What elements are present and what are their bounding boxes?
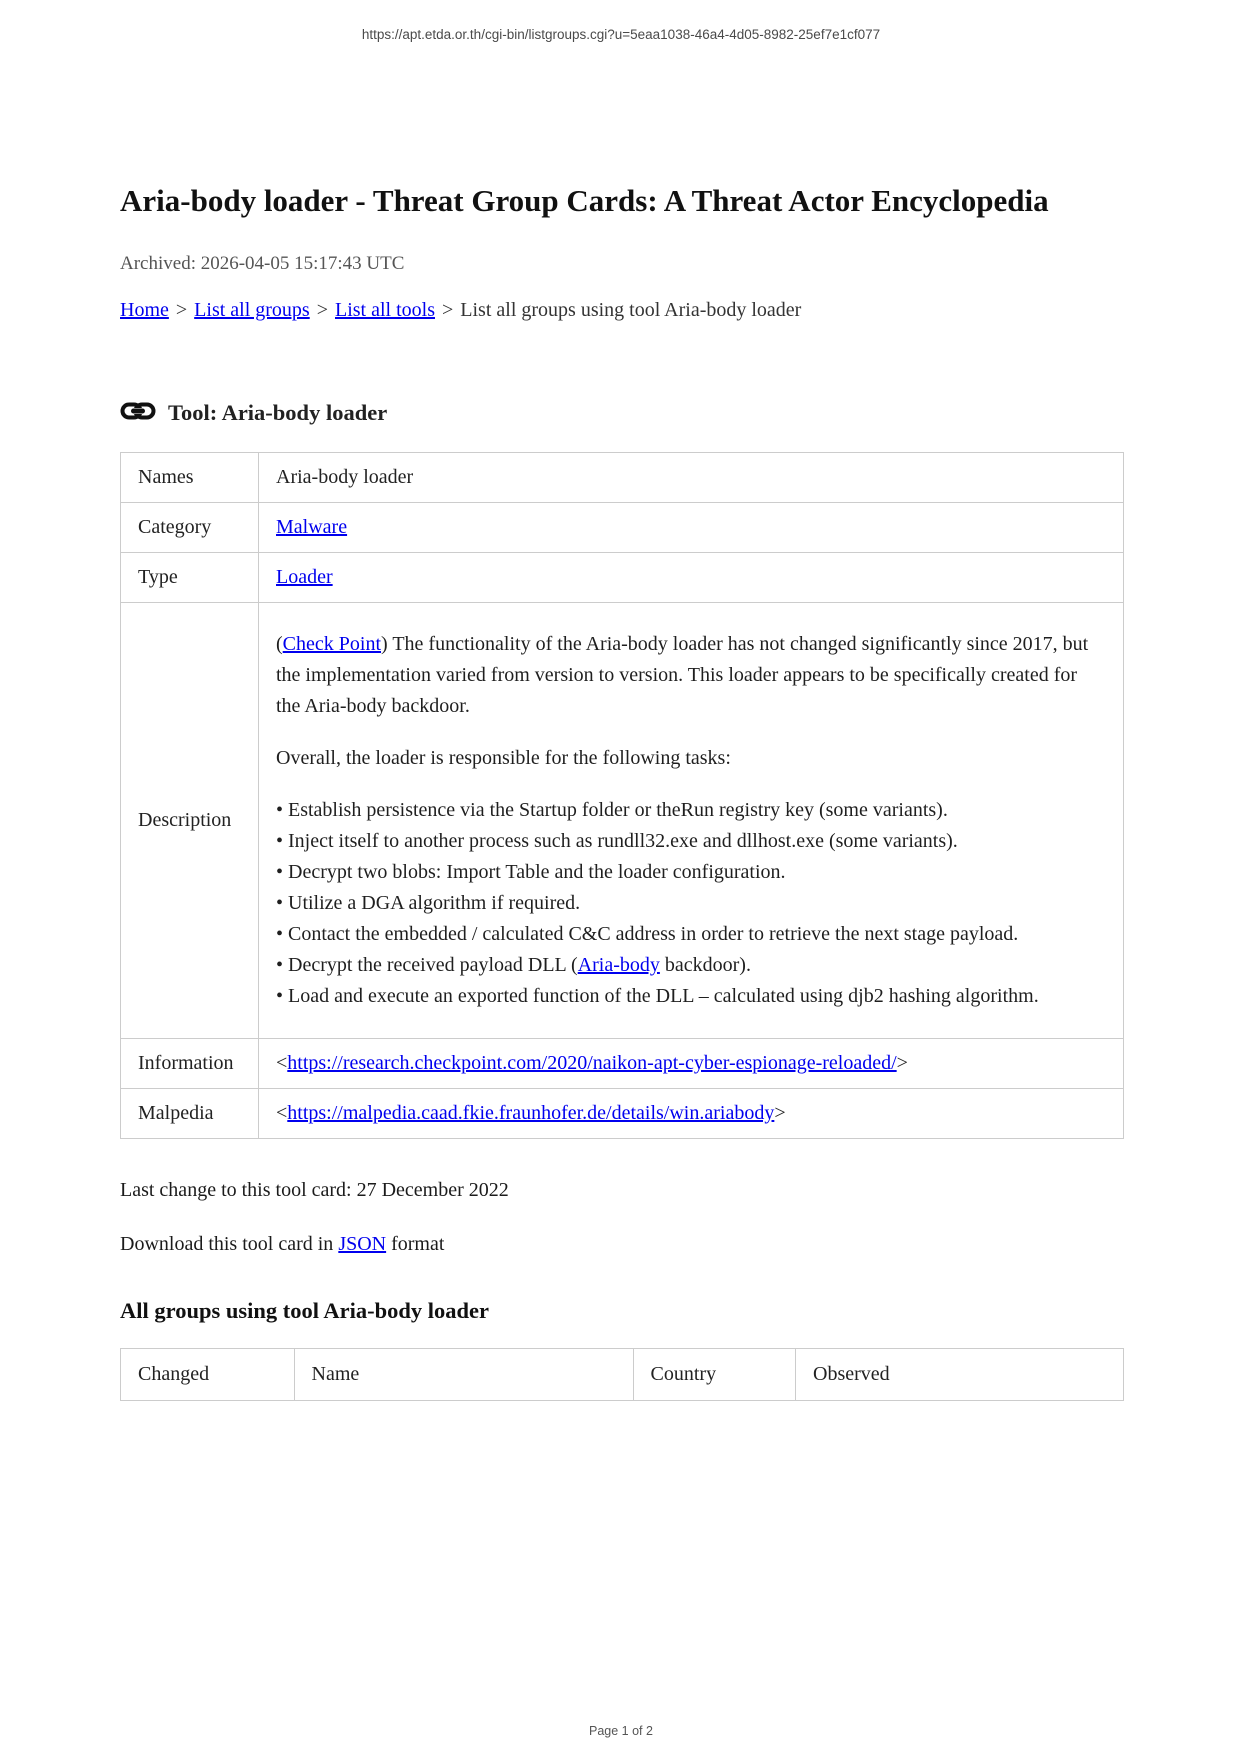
type-cell [259, 553, 1124, 603]
bullet-item: • Contact the embedded / calculated C&C address in order to retrieve the next stage payload. [276, 923, 1019, 945]
angle-bracket: < [276, 1052, 288, 1074]
malpedia-url-link[interactable]: https://malpedia.caad.fkie.fraunhofer.de/details/win.ariabody [287, 1102, 775, 1124]
angle-bracket: > [774, 1102, 786, 1124]
print-footer-page-number: Page 1 of 2 [589, 1724, 653, 1738]
tool-card-table [120, 452, 1124, 1139]
category-cell [259, 503, 1124, 553]
names-label: Names [121, 453, 259, 503]
tool-heading-text: Tool: Aria-body loader [168, 400, 388, 425]
archived-timestamp: Archived: 2026-04-05 15:17:43 UTC [120, 253, 405, 274]
link-icon[interactable] [120, 398, 156, 424]
breadcrumb-separator: > [175, 299, 188, 321]
type-label: Type [121, 553, 259, 603]
angle-bracket: > [896, 1052, 908, 1074]
download-text: format [386, 1233, 445, 1255]
page-content [120, 0, 1124, 1401]
last-change-note: Last change to this tool card: 27 December 2022 [120, 1179, 509, 1201]
download-note [120, 1233, 1124, 1256]
information-cell [259, 1039, 1124, 1089]
bullet-text: • Decrypt the received payload DLL ( [276, 954, 578, 976]
table-row-names [121, 453, 1124, 503]
bullet-item: • Decrypt two blobs: Import Table and the loader configuration. [276, 861, 786, 883]
angle-bracket: < [276, 1102, 288, 1124]
malpedia-label: Malpedia [121, 1089, 259, 1139]
aria-body-link[interactable]: Aria-body [577, 954, 660, 976]
information-label: Information [121, 1039, 259, 1089]
bullet-text: backdoor). [659, 954, 751, 976]
bullet-item: • Load and execute an exported function of the DLL – calculated using djb2 hashing algorithm. [276, 985, 1039, 1007]
groups-col-changed: Changed [121, 1349, 295, 1401]
table-row-category [121, 503, 1124, 553]
print-header-url: https://apt.etda.or.th/cgi-bin/listgroups.cgi?u=5eaa1038-46a4-4d05-8982-25ef7e1cf077 [361, 27, 881, 42]
groups-table-header-row [121, 1349, 1124, 1401]
check-point-link[interactable]: Check Point [282, 633, 382, 655]
table-row-malpedia [121, 1089, 1124, 1139]
description-label: Description [121, 603, 259, 1039]
malpedia-cell [259, 1089, 1124, 1139]
category-malware-link[interactable]: Malware [276, 516, 348, 538]
table-row-type [121, 553, 1124, 603]
groups-col-country: Country [633, 1349, 795, 1401]
information-url-link[interactable]: https://research.checkpoint.com/2020/naikon-apt-cyber-espionage-reloaded/ [287, 1052, 897, 1074]
page-title: Aria-body loader - Threat Group Cards: A Threat Actor Encyclopedia [120, 183, 1049, 218]
groups-table [120, 1348, 1124, 1401]
description-paragraph-2: Overall, the loader is responsible for the following tasks: [276, 747, 731, 769]
groups-section-heading: All groups using tool Aria-body loader [120, 1298, 490, 1323]
breadcrumb-list-all-groups-link[interactable]: List all groups [194, 299, 310, 321]
bullet-item: • Utilize a DGA algorithm if required. [276, 892, 581, 914]
breadcrumb-separator: > [316, 299, 328, 321]
names-value: Aria-body loader [259, 453, 1124, 503]
description-bullet-list [276, 795, 1106, 1012]
tool-heading [120, 400, 1124, 426]
breadcrumb-separator: > [442, 299, 454, 321]
table-row-description [121, 603, 1124, 1039]
download-json-link[interactable]: JSON [338, 1233, 387, 1255]
breadcrumb-home-link[interactable]: Home [120, 299, 169, 321]
groups-col-observed: Observed [796, 1349, 1124, 1401]
download-text: Download this tool card in [120, 1233, 339, 1255]
table-row-information [121, 1039, 1124, 1089]
description-text: ) The functionality of the Aria-body loader has not changed significantly since 2017, but the implementation varied from version to version. This loader appears to be specifically created for the Aria-body backdoor. [276, 633, 1089, 717]
description-paragraph-1 [276, 629, 1106, 722]
breadcrumb-current-page: List all groups using tool Aria-body loader [460, 299, 802, 321]
type-loader-link[interactable]: Loader [276, 566, 333, 588]
bullet-item: • Inject itself to another process such as rundll32.exe and dllhost.exe (some variants). [276, 830, 958, 852]
groups-col-name: Name [294, 1349, 633, 1401]
category-label: Category [121, 503, 259, 553]
description-text: ( [276, 633, 283, 655]
breadcrumb [120, 299, 1124, 322]
bullet-item: • Establish persistence via the Startup folder or theRun registry key (some variants). [276, 799, 948, 821]
breadcrumb-list-all-tools-link[interactable]: List all tools [335, 299, 435, 321]
description-cell [259, 603, 1124, 1039]
link-icon-glyph [120, 398, 156, 424]
bullet-item [276, 950, 1106, 981]
